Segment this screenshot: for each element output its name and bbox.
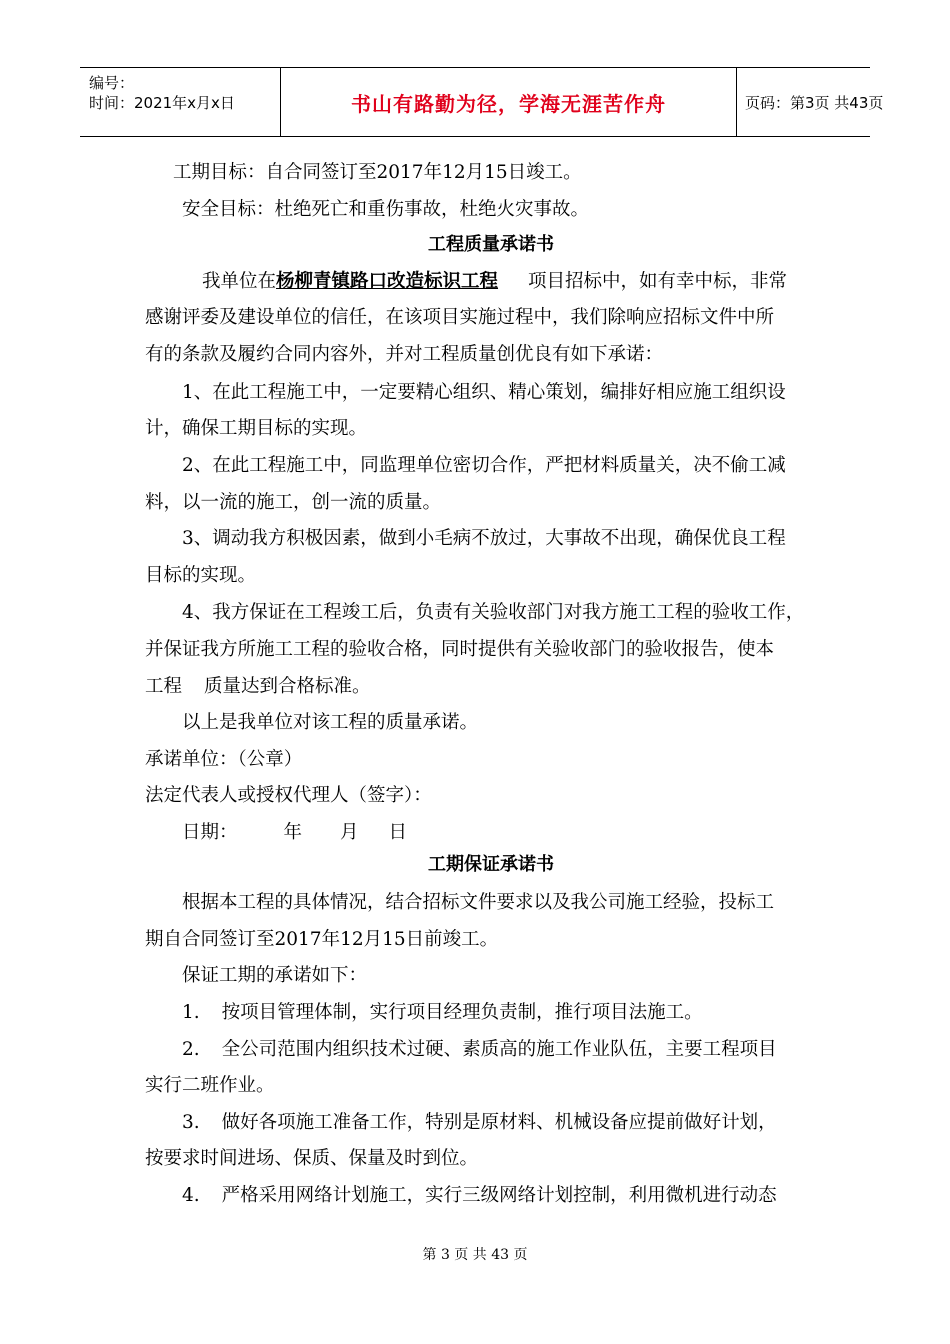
paragraph-line: 1、在此工程施工中，一定要精心组织、精心策划，编排好相应施工组织设 xyxy=(182,382,786,403)
list-number: 2. xyxy=(182,1039,200,1060)
list-item xyxy=(182,1038,777,1062)
paragraph-line: 实行二班作业。 xyxy=(145,1075,275,1096)
header-motto: 书山有路勤为径，学海无涯苦作舟 xyxy=(351,91,666,116)
month-label: 月 xyxy=(340,822,359,843)
paragraph-line: 料，以一流的施工，创一流的质量。 xyxy=(145,492,442,513)
list-text: 按项目管理体制，实行项目经理负责制，推行项目法施工。 xyxy=(221,1002,703,1023)
paragraph-line: 3、调动我方积极因素，做到小毛病不放过，大事故不出现，确保优良工程 xyxy=(182,528,786,549)
doc-number-label: 编号： xyxy=(89,74,135,92)
paragraph-line: 计，确保工期目标的实现。 xyxy=(145,418,368,439)
legal-representative: 法定代表人或授权代理人（签字）： xyxy=(145,785,432,806)
paragraph-line: 按要求时间进场、保质、保量及时到位。 xyxy=(145,1148,479,1169)
date-line xyxy=(182,821,407,845)
text-span: 项目招标中，如有幸中标，非常 xyxy=(528,271,788,292)
paragraph-line xyxy=(202,270,787,294)
header-page-code: 页码：第3页 共43页 xyxy=(745,93,884,112)
paragraph-line xyxy=(145,675,371,699)
project-name: 杨柳青镇路口改造标识工程 xyxy=(276,271,499,292)
paragraph-line: 感谢评委及建设单位的信任，在该项目实施过程中，我们除响应招标文件中所 xyxy=(145,307,775,328)
page-header xyxy=(80,67,884,137)
text-span: 工程 xyxy=(145,676,183,697)
doc-time-label: 时间：2021年x月x日 xyxy=(89,94,235,112)
list-text: 严格采用网络计划施工，实行三级网络计划控制，利用微机进行动态 xyxy=(221,1185,777,1206)
day-label: 日 xyxy=(388,822,408,843)
paragraph-line: 2、在此工程施工中，同监理单位密切合作，严把材料质量关，决不偷工减 xyxy=(182,455,786,476)
page-footer: 第 3 页 共 43 页 xyxy=(422,1247,528,1263)
paragraph-line: 并保证我方所施工工程的验收合格，同时提供有关验收部门的验收报告，使本 xyxy=(145,639,775,660)
quality-commitment-title: 工程质量承诺书 xyxy=(428,234,554,255)
header-page-code-cell xyxy=(737,68,884,136)
header-meta xyxy=(80,68,281,136)
text-span: 我单位在 xyxy=(202,271,277,292)
date-label: 日期： xyxy=(182,822,238,843)
list-number: 4. xyxy=(182,1185,200,1206)
list-text: 全公司范围内组织技术过硬、素质高的施工作业队伍，主要工程项目 xyxy=(221,1039,777,1060)
paragraph-line: 以上是我单位对该工程的质量承诺。 xyxy=(182,712,479,733)
header-motto-cell xyxy=(281,68,737,136)
list-number: 1. xyxy=(182,1002,200,1023)
paragraph-line: 根据本工程的具体情况，结合招标文件要求以及我公司施工经验，投标工 xyxy=(182,892,775,913)
paragraph-line: 保证工期的承诺如下： xyxy=(182,965,368,986)
list-item xyxy=(182,1184,777,1208)
paragraph-line: 目标的实现。 xyxy=(145,565,257,586)
list-item xyxy=(182,1111,777,1135)
list-number: 3. xyxy=(182,1112,200,1133)
schedule-commitment-title: 工期保证承诺书 xyxy=(428,854,554,875)
year-label: 年 xyxy=(283,822,303,843)
schedule-goal: 工期目标：自合同签订至2017年12月15日竣工。 xyxy=(173,162,582,183)
paragraph-line: 4、我方保证在工程竣工后，负责有关验收部门对我方施工工程的验收工作， xyxy=(182,602,805,623)
list-text: 做好各项施工准备工作，特别是原材料、机械设备应提前做好计划， xyxy=(221,1112,777,1133)
safety-goal: 安全目标：杜绝死亡和重伤事故，杜绝火灾事故。 xyxy=(182,199,590,220)
paragraph-line: 期自合同签订至2017年12月15日前竣工。 xyxy=(145,929,499,950)
paragraph-line: 有的条款及履约合同内容外，并对工程质量创优良有如下承诺： xyxy=(145,344,664,365)
list-item xyxy=(182,1001,703,1025)
text-span: 质量达到合格标准。 xyxy=(204,676,371,697)
commitment-unit: 承诺单位：（公章） xyxy=(145,749,303,770)
